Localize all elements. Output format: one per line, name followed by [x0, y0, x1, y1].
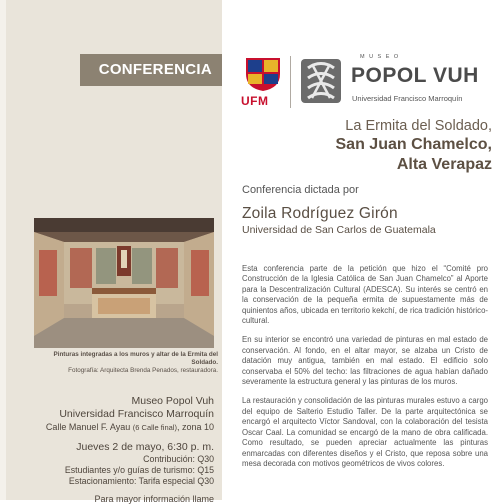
event-date: Jueves 2 de mayo, 6:30 p. m.	[76, 441, 214, 453]
students-fee: Estudiantes y/o guías de turismo: Q15	[64, 465, 214, 476]
popol-vuh-emblem-icon	[300, 58, 342, 104]
contribution: Contribución: Q30	[143, 454, 214, 464]
addr-alt: (6 Calle final)	[132, 423, 177, 432]
conference-band: CONFERENCIA	[80, 54, 222, 86]
title-line-1: La Ermita del Soldado,	[345, 118, 492, 134]
event-details	[8, 440, 214, 488]
addr-street: Calle Manuel F. Ayau	[45, 422, 131, 432]
venue-university: Universidad Francisco Marroquín	[59, 408, 214, 420]
caption-main: Pinturas integradas a los muros y altar de la Ermita del Soldado.	[53, 351, 218, 366]
title-line-3: Alta Verapaz	[396, 156, 492, 173]
caption-credit: Fotografía: Arquitecta Brenda Penados, restauradora.	[68, 367, 218, 374]
chapel-photo	[34, 218, 214, 348]
ufm-wordmark: UFM	[241, 94, 269, 108]
paragraph-1: Esta conferencia parte de la petición que hizo el “Comité pro Construcción de la Iglesia Católica de San Juan Chamelco” al Aporte para la Descentralización Cultural (ADESCA). Su interés se centró en la conservación de la pequeña ermita de supuestamente más de quinientos años, ubicada en territorio kekchí, de rica tradición histórico-cultural.	[242, 264, 488, 326]
body-text	[242, 264, 488, 478]
speaker-affiliation: Universidad de San Carlos de Guatemala	[242, 224, 436, 236]
left-edge-strip	[0, 0, 6, 500]
parking-fee: Estacionamiento: Tarifa especial Q30	[68, 476, 214, 487]
popol-vuh-university: Universidad Francisco Marroquín	[352, 94, 463, 103]
venue-address	[8, 421, 214, 434]
addr-zone: , zona 10	[176, 422, 214, 432]
museo-label: MUSEO	[360, 54, 403, 60]
venue-name: Museo Popol Vuh	[131, 395, 214, 407]
ufm-shield-icon	[244, 56, 282, 97]
paragraph-2: En su interior se encontró una variedad de pinturas en mal estado de conservación. Al fondo, en el altar mayor, se alzaba un Cristo de datación muy antigua, también en mal estado. El edificio solo conservaba el 50% del techo: las filtraciones de agua habían dañado severamente la estructura general y las pinturas de los muros.	[242, 335, 488, 387]
conference-by: Conferencia dictada por	[242, 184, 359, 196]
venue-block	[8, 395, 214, 434]
speaker-name: Zoila Rodríguez Girón	[242, 205, 398, 222]
paragraph-3: La restauración y consolidación de las pinturas murales estuvo a cargo del equipo de Salterio Estudio Taller. De la parte arquitectónica se encargó el arquitecto Víctor Sandoval, con la colaboración del tesista Oscar Caal. La comunidad se encargó de la mano de obra calificada. Como resultado, se pueden apreciar actualmente las pinturas enmarcadas con diferentes diseños y el Cristo, que reposa sobre una mesa decorada con motivos geométricos de vivos colores.	[242, 396, 488, 468]
photo-caption	[28, 351, 218, 375]
info-line-cutoff: Para mayor información llame	[94, 494, 214, 504]
event-title	[282, 117, 492, 175]
logo-divider	[290, 56, 291, 108]
title-line-2: San Juan Chamelco,	[335, 136, 492, 153]
popol-vuh-wordmark: POPOL VUH	[351, 64, 479, 87]
